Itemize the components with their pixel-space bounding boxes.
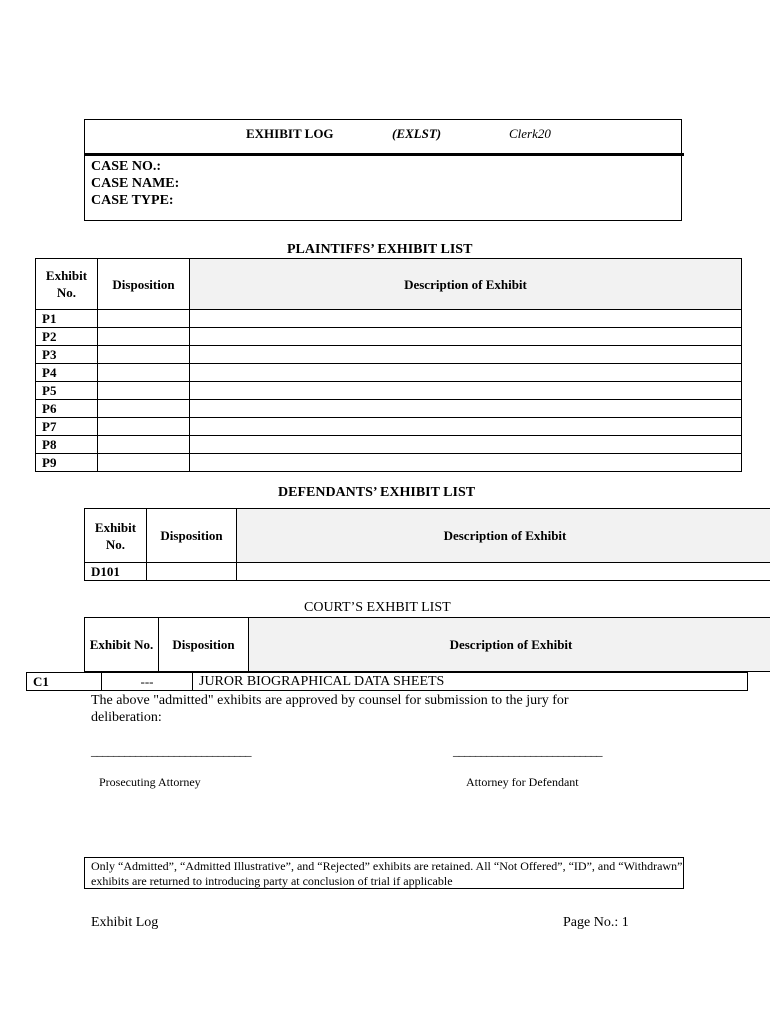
defendants-table (84, 508, 770, 581)
col-disposition: Disposition (98, 259, 190, 310)
disposition-cell[interactable] (98, 346, 190, 364)
table-row (36, 382, 742, 400)
col-exhibit-no: Exhibit No. (85, 618, 159, 672)
description-cell[interactable] (190, 400, 742, 418)
plaintiff-rows (36, 310, 742, 472)
disposition-cell[interactable] (147, 563, 237, 581)
description-cell[interactable] (190, 346, 742, 364)
case-no-label: CASE NO.: (91, 159, 162, 174)
description-cell[interactable] (237, 563, 770, 581)
disposition-cell[interactable] (98, 364, 190, 382)
table-row (36, 400, 742, 418)
table-row (85, 563, 770, 581)
exhibit-no-cell: D101 (85, 563, 147, 581)
court-header-table (84, 617, 770, 672)
exhibit-no-cell: P1 (36, 310, 98, 328)
exhibit-no-cell: P9 (36, 454, 98, 472)
signature-line-prosecutor: _____________________________ (91, 743, 251, 758)
col-exhibit-no: Exhibit No. (36, 259, 98, 310)
exhibit-no-cell: P2 (36, 328, 98, 346)
exhibit-no-cell: P3 (36, 346, 98, 364)
description-cell[interactable] (190, 418, 742, 436)
col-exhibit-no: Exhibit No. (85, 509, 147, 563)
col-disposition: Disposition (159, 618, 249, 672)
defendant-rows (85, 563, 770, 581)
disposition-cell[interactable] (98, 400, 190, 418)
exhibit-no-cell: P5 (36, 382, 98, 400)
plaintiffs-title (287, 242, 472, 258)
disposition-cell[interactable] (98, 310, 190, 328)
page-number: Page No.: 1 (563, 915, 629, 930)
col-description: Description of Exhibit (249, 618, 770, 672)
defendants-title: DEFENDANTS’ EXHIBIT LIST (278, 485, 476, 500)
approval-text: The above "admitted" exhibits are approved by counsel for submission to the jury for deliberation: (91, 693, 569, 725)
disposition-cell: --- (102, 673, 193, 691)
description-cell[interactable] (190, 310, 742, 328)
header-box (84, 119, 682, 221)
document-code: (EXLST) (392, 126, 442, 141)
exhibit-no-cell: P4 (36, 364, 98, 382)
disposition-cell[interactable] (98, 328, 190, 346)
description-cell[interactable] (190, 436, 742, 454)
plaintiffs-title-text: PLAINTIFFS’ EXHIBIT LIST (287, 242, 473, 257)
disposition-cell[interactable] (98, 436, 190, 454)
table-row (36, 418, 742, 436)
plaintiffs-table (35, 258, 742, 472)
table-row (36, 328, 742, 346)
disposition-cell[interactable] (98, 382, 190, 400)
description-cell[interactable] (190, 454, 742, 472)
table-row (36, 346, 742, 364)
col-description: Description of Exhibit (190, 259, 742, 310)
table-row (27, 673, 748, 691)
case-name-label: CASE NAME: (91, 176, 180, 191)
table-row (36, 310, 742, 328)
exhibit-no-cell: P7 (36, 418, 98, 436)
col-disposition: Disposition (147, 509, 237, 563)
court-row-table (26, 672, 748, 691)
exhibit-no-cell: P8 (36, 436, 98, 454)
signature-line-defense: ___________________________ (453, 743, 602, 758)
disposition-cell[interactable] (98, 418, 190, 436)
exhibit-no-cell: C1 (27, 673, 102, 691)
disposition-cell[interactable] (98, 454, 190, 472)
case-type-label: CASE TYPE: (91, 193, 174, 208)
court-title: COURT’S EXHBIT LIST (304, 600, 451, 615)
footer-title: Exhibit Log (91, 915, 159, 930)
prosecuting-attorney-label: Prosecuting Attorney (99, 775, 201, 789)
retention-notice: Only “Admitted”, “Admitted Illustrative”, and “Rejected” exhibits are retained. All “Not Offered”, “ID”, and “Withdrawn” exhibits are returned to introducing party at conclusion of trial if applicable (84, 857, 684, 889)
table-row (36, 364, 742, 382)
document-title: EXHIBIT LOG (246, 126, 334, 141)
description-cell: JUROR BIOGRAPHICAL DATA SHEETS (193, 673, 748, 691)
defense-attorney-label: Attorney for Defendant (466, 775, 579, 789)
exhibit-no-cell: P6 (36, 400, 98, 418)
description-cell[interactable] (190, 364, 742, 382)
description-cell[interactable] (190, 382, 742, 400)
clerk-id: Clerk20 (509, 126, 551, 141)
table-row (36, 454, 742, 472)
col-description: Description of Exhibit (237, 509, 770, 563)
table-row (36, 436, 742, 454)
header-divider (84, 153, 684, 156)
description-cell[interactable] (190, 328, 742, 346)
